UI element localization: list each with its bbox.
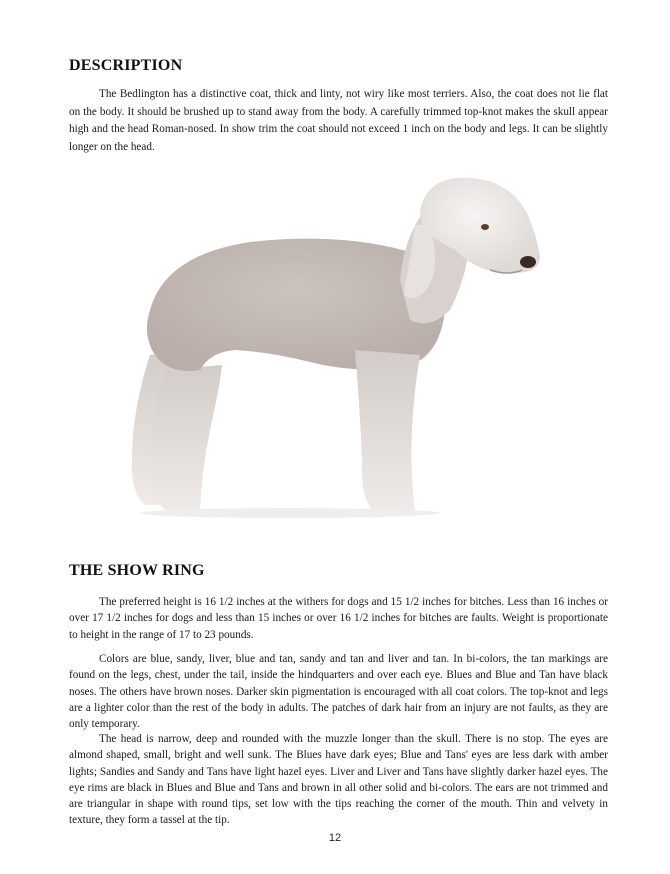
show-ring-paragraph-head: The head is narrow, deep and rounded with the muzzle longer than the skull. There is no stop. The eyes are almond shaped, small, bright and well sunk. The Blues have dark eyes; Blue and Tans' eyes are less dark with amber lights; Sandies and Sandy and Tans have light hazel eyes. Liver and Liver and Tans have slightly darker hazel eyes. The eye rims are black in Blues and Blue and Tans and brown in all other solid and bi-colors. The ears are not trimmed and are triangular in shape with round tips, set low with the tips reaching the corner of the mouth. Thin and velvety in texture, they form a tassel at the tip. [69, 733, 608, 827]
dog-rear-leg-near [150, 365, 222, 510]
show-ring-paragraph-colors: Colors are blue, sandy, liver, blue and tan, sandy and tan and liver and tan. In bi-colors, the tan markings are found on the legs, chest, under the tail, inside the hindquarters and over each eye. Blues and Blue and Tan have black noses. The others have brown noses. Darker skin pigmentation is encouraged with all coat colors. The top-knot and legs are a lighter color than the rest of the body in adults. The patches of dark hair from an injury are not faults, as they are only temporary. [69, 653, 608, 731]
page-number: 12 [328, 832, 342, 844]
show-ring-heading: THE SHOW RING [69, 562, 205, 579]
dog-body [147, 239, 445, 371]
bedlington-terrier-photo [110, 170, 550, 530]
dog-front-leg [355, 350, 420, 512]
dog-eye [481, 224, 489, 230]
description-heading: DESCRIPTION [69, 57, 183, 74]
dog-nose [520, 256, 536, 268]
show-ring-paragraph-height: The preferred height is 16 1/2 inches at the withers for dogs and 15 1/2 inches for bitches. Less than 16 inches or over 17 1/2 inches for dogs and less than 15 inches or over 16 1/2 inches for bitches are faults. Weight is proportionate to height in the range of 17 to 23 pounds. [69, 596, 608, 641]
description-paragraph: The Bedlington has a distinctive coat, thick and linty, not wiry like most terriers. Also, the coat does not lie flat on the body. It should be brushed up to stand away from the body. A carefully trimmed top-knot makes the skull appear high and the head Roman-nosed. In show trim the coat should not exceed 1 inch on the body and legs. It can be slightly longer on the head. [69, 88, 608, 153]
